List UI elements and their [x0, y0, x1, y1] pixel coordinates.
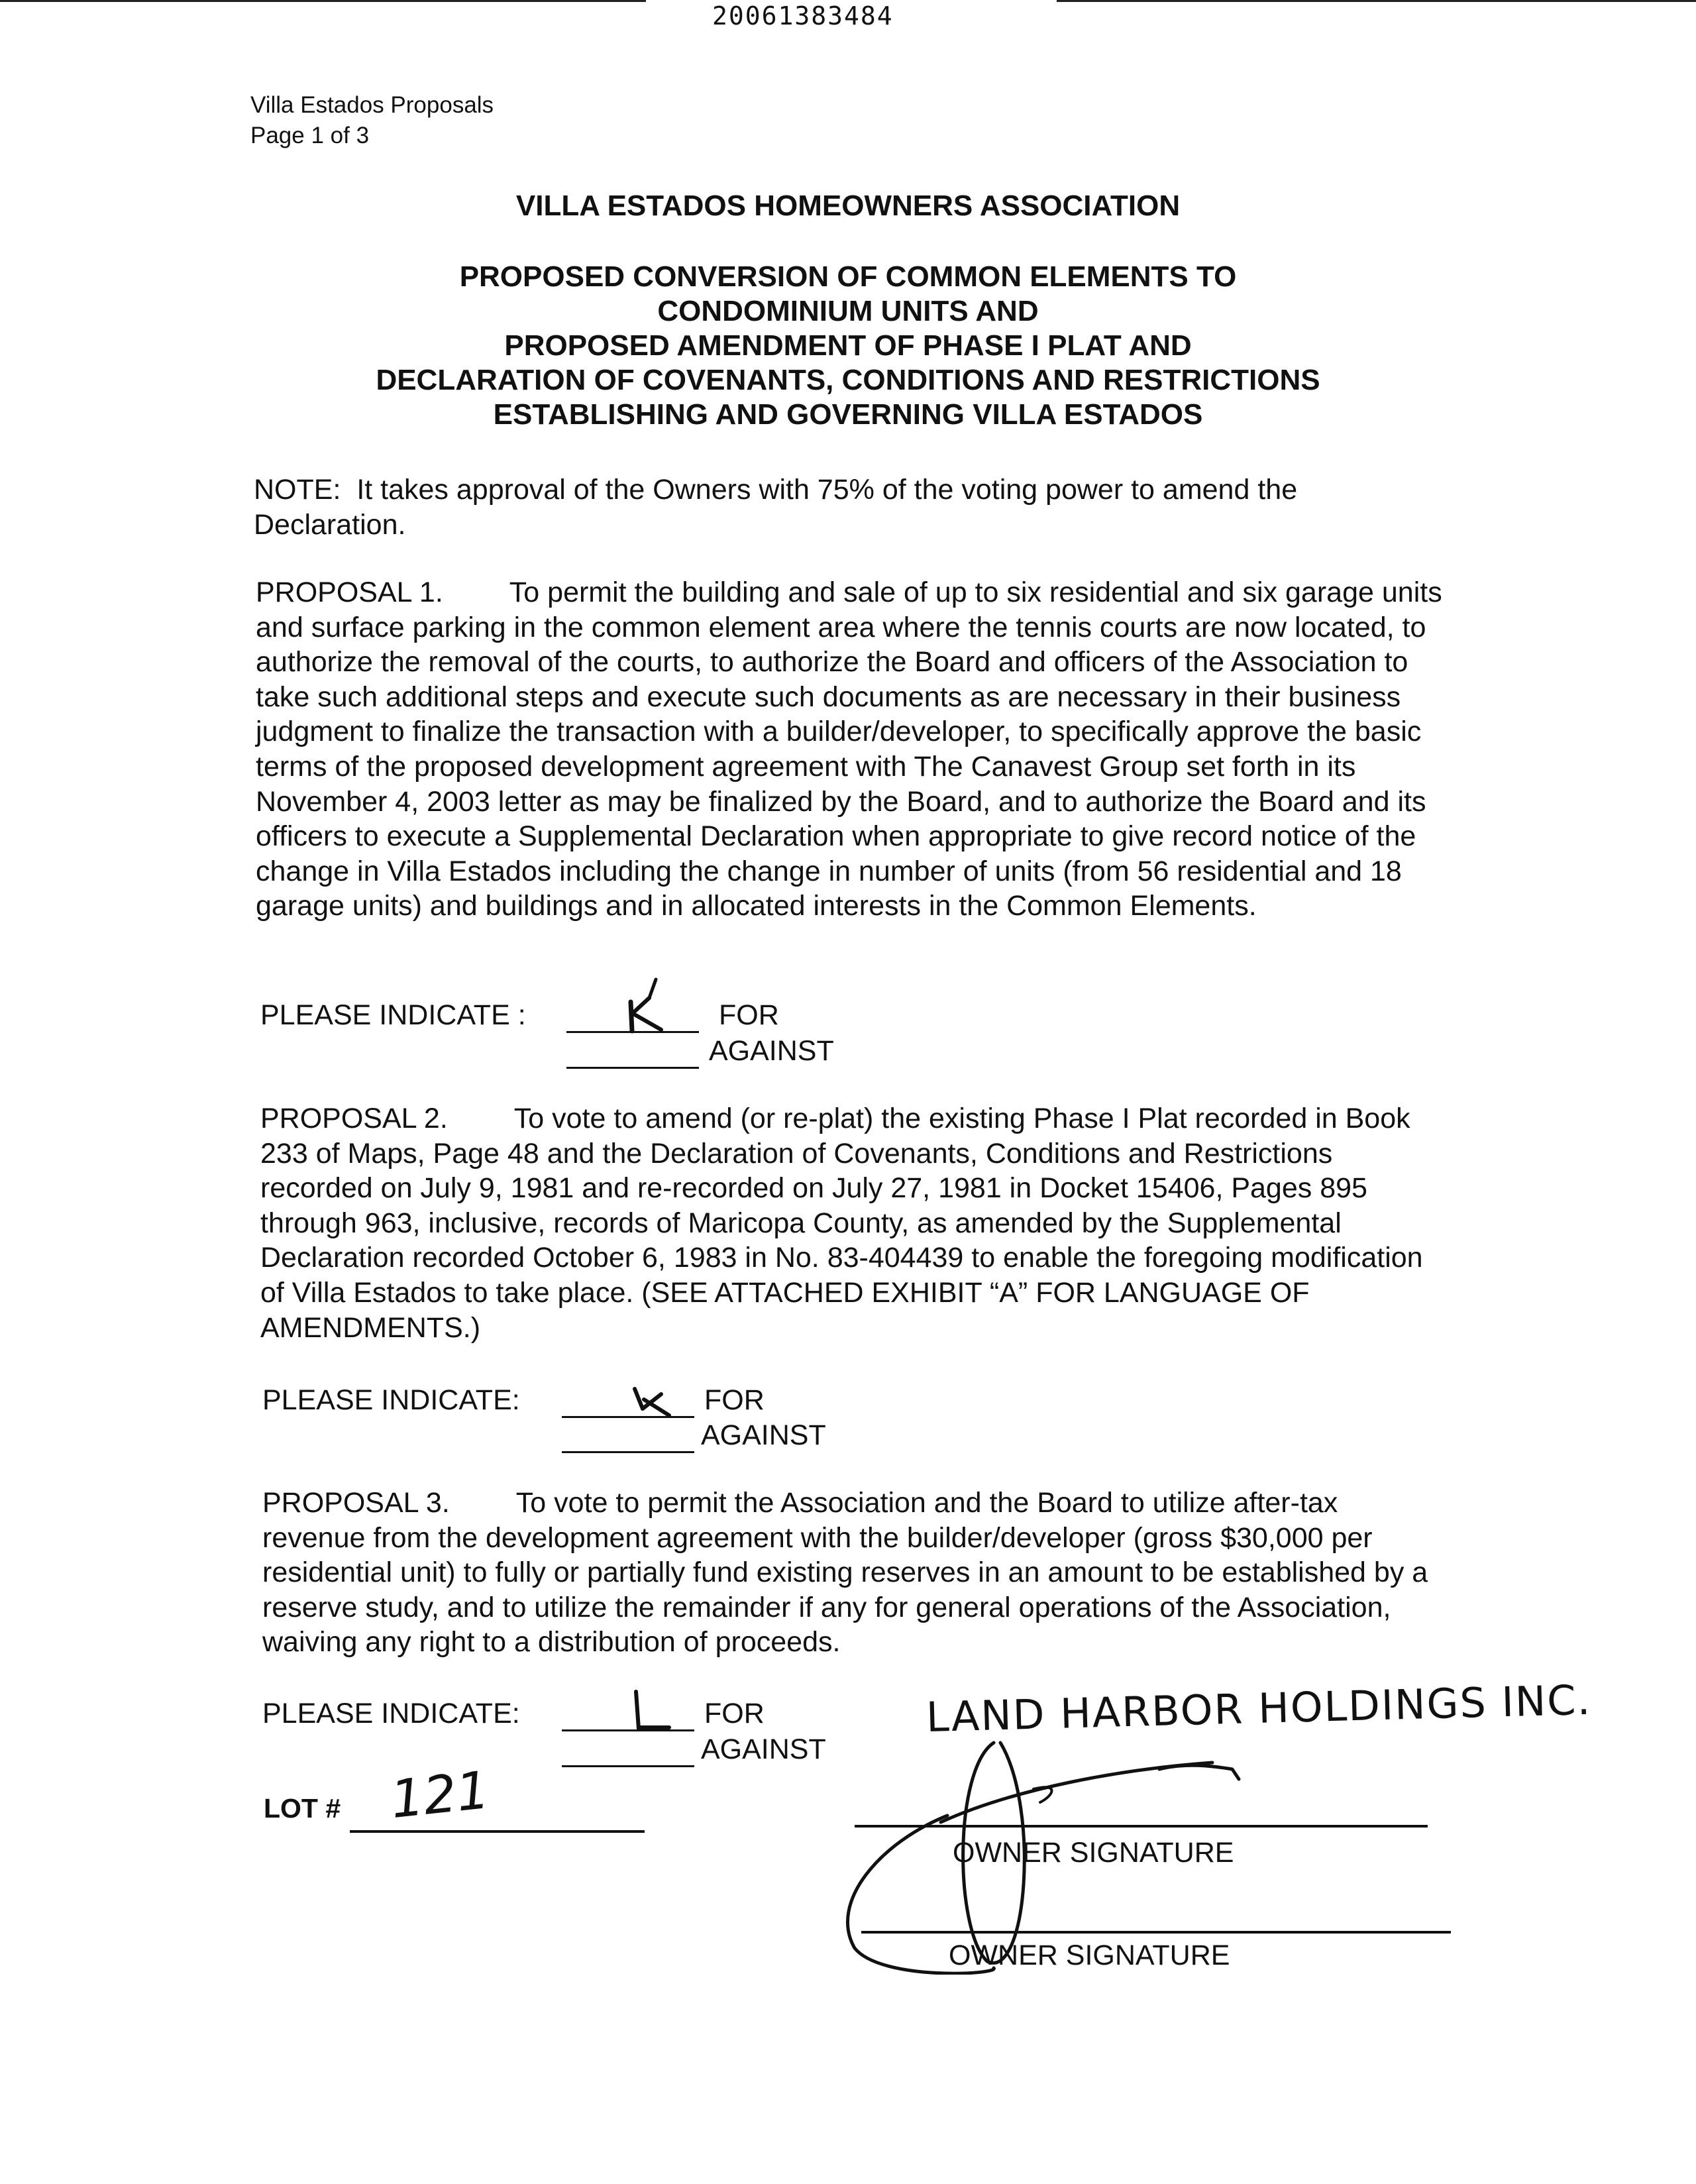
header-page-number: Page 1 of 3 [250, 123, 370, 148]
owner-signature-label-1: OWNER SIGNATURE [953, 1837, 1234, 1869]
proposal-1-against-label: AGAINST [709, 1035, 834, 1067]
note-paragraph [254, 472, 1413, 542]
subtitle-line-2: CONDOMINIUM UNITS AND [657, 295, 1039, 327]
scan-edge-left [0, 0, 646, 2]
proposal-3-against-label: AGAINST [701, 1733, 826, 1765]
owner-name-handwritten: LAND HARBOR HOLDINGS INC. [926, 1675, 1593, 1741]
proposal-1 [256, 575, 1445, 924]
proposal-2-text: To vote to amend (or re-plat) the existing Phase I Plat recorded in Book 233 of Maps, Page 48 and the Declaration of Covenants, Conditions and Restrictions recorded on July 9, 1981 and re-recorded on July 27, 1981 in Docket 15406, Pages 895 through 963, inclusive, records of Maricopa County, as amended by the Supplemental Declaration recorded October 6, 1983 in No. 83-404439 to enable the foregoing modification of Villa Estados to take place. (SEE ATTACHED EXHIBIT “A” FOR LANGUAGE OF AMENDMENTS.) [260, 1103, 1423, 1344]
owner-signature-label-2: OWNER SIGNATURE [949, 1939, 1230, 1971]
header-doc-title: Villa Estados Proposals [250, 92, 494, 118]
lot-label: LOT # [264, 1793, 341, 1824]
proposal-2-against-blank[interactable] [562, 1451, 694, 1453]
subtitle-line-1: PROPOSED CONVERSION OF COMMON ELEMENTS TO [459, 260, 1237, 293]
proposal-2-indicate-label: PLEASE INDICATE: [262, 1384, 520, 1416]
proposal-2-label: PROPOSAL 2. [260, 1103, 448, 1134]
subtitle-line-4: DECLARATION OF COVENANTS, CONDITIONS AND RESTRICTIONS [376, 364, 1320, 396]
note-text: It takes approval of the Owners with 75% of the voting power to amend the Declaration. [254, 474, 1298, 541]
document-id: 20061383484 [712, 1, 894, 30]
proposal-2-checkmark-icon [629, 1380, 682, 1419]
subtitle-line-3: PROPOSED AMENDMENT OF PHASE I PLAT AND [504, 329, 1192, 362]
owner-signature-line-2[interactable] [861, 1931, 1451, 1934]
proposal-1-indicate-label: PLEASE INDICATE : [260, 999, 526, 1031]
proposal-1-label: PROPOSAL 1. [256, 576, 443, 608]
proposal-2 [260, 1101, 1446, 1345]
page-title: VILLA ESTADOS HOMEOWNERS ASSOCIATION [515, 190, 1181, 222]
proposal-3-checkmark-icon [623, 1686, 682, 1736]
note-label: NOTE: [254, 474, 341, 506]
proposal-1-against-blank[interactable] [566, 1067, 699, 1069]
proposal-3-against-blank[interactable] [562, 1765, 694, 1767]
proposal-2-for-label: FOR [704, 1384, 765, 1416]
proposal-1-text: To permit the building and sale of up to six residential and six garage units and surface parking in the common element area where the tennis courts are now located, to authorize the removal of the courts, to authorize the Board and officers of the Association to take such additional steps and execute such documents as are necessary in their business judgment to finalize the transaction with a builder/developer, to specifically approve the basic terms of the proposed development agreement with The Canavest Group set forth in its November 4, 2003 letter as may be finalized by the Board, and to authorize the Board and its officers to execute a Supplemental Declaration when appropriate to give record notice of the change in Villa Estados including the change in number of units (from 56 residential and 18 garage units) and buildings and in allocated interests in the Common Elements. [256, 576, 1442, 922]
proposal-1-checkmark-icon [623, 974, 696, 1037]
proposal-3-indicate-label: PLEASE INDICATE: [262, 1698, 520, 1729]
proposal-2-against-label: AGAINST [701, 1419, 826, 1451]
proposal-1-for-label: FOR [719, 999, 779, 1031]
lot-blank[interactable] [350, 1830, 645, 1833]
scan-edge-right [1057, 0, 1696, 2]
proposal-3 [262, 1486, 1448, 1660]
proposal-3-for-label: FOR [704, 1698, 765, 1729]
subtitle-line-5: ESTABLISHING AND GOVERNING VILLA ESTADOS [493, 398, 1203, 431]
lot-number-handwritten: 121 [388, 1760, 493, 1830]
owner-signature-line-1[interactable] [855, 1825, 1428, 1828]
proposal-3-label: PROPOSAL 3. [262, 1487, 450, 1519]
proposal-3-text: To vote to permit the Association and the Board to utilize after-tax revenue from the development agreement with the builder/developer (gross $30,000 per residential unit) to fully or partially fund existing reserves in an amount to be established by a reserve study, and to utilize the remainder if any for general operations of the Association, waiving any right to a distribution of proceeds. [262, 1487, 1428, 1659]
